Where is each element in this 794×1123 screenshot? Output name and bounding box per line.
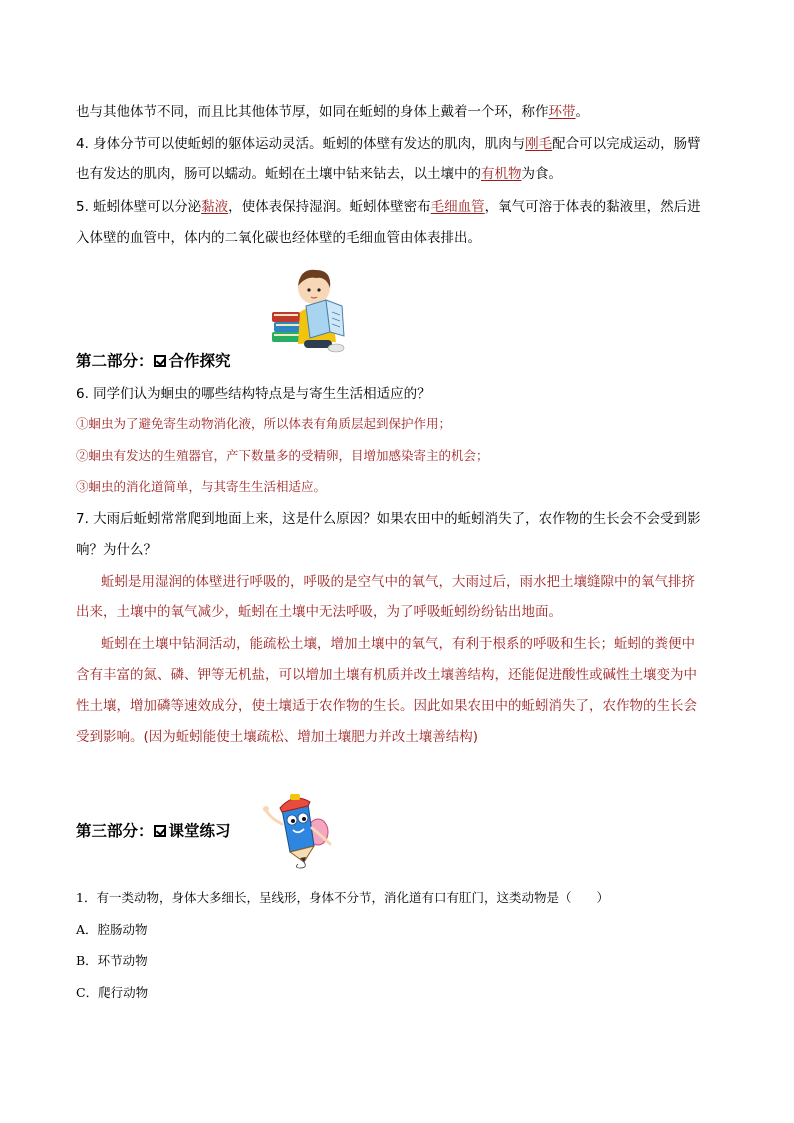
paragraph-line	[76, 102, 589, 122]
exercise-question-1: 1．有一类动物，身体大多细长，呈线形，身体不分节，消化道有口有肛门，这类动物是（ ）	[76, 890, 609, 905]
option-b: B．环节动物	[76, 953, 148, 968]
answer-7-paragraph: 出来，土壤中的氧气减少，蚯蚓在土壤中无法呼吸，为了呼吸蚯蚓纷纷钻出地面。	[76, 604, 562, 620]
answer-blank: 环带	[548, 104, 576, 120]
text: 也有发达的肌肉，肠可以蠕动。蚯蚓在土壤中钻来钻去，以土壤中的	[76, 166, 481, 182]
answer-7-paragraph: 性土壤，增加磷等速效成分，使土壤适于农作物的生长。因此如果农田中的蚯蚓消失了，农作物的生长会	[76, 698, 697, 714]
answer-6-item: ②蛔虫有发达的生殖器官，产下数量多的受精卵，目增加感染寄主的机会；	[76, 448, 489, 463]
text: 也与其他体节不同，而且比其他体节厚，如同在蚯蚓的身体上戴着一个环，称作	[76, 104, 549, 120]
answer-6-item: ①蛔虫为了避免寄生动物消化液，所以体表有角质层起到保护作用；	[76, 416, 452, 431]
reading-boy-illustration	[270, 262, 354, 354]
text: 为食。	[521, 166, 562, 182]
question-7: 7. 大雨后蚯蚓常常爬到地面上来，这是什么原因？如果农田中的蚯蚓消失了，农作物的生长会不会受到影	[76, 511, 701, 527]
checkbox-icon	[154, 355, 166, 367]
heading-prefix: 第三部分：	[76, 821, 154, 840]
answer-blank: 刚毛	[525, 136, 553, 152]
answer-blank: 黏液	[201, 199, 229, 215]
paragraph-line	[76, 197, 701, 217]
answer-blank: 有机物	[481, 166, 522, 182]
text: 。	[575, 104, 589, 120]
text: 4. 身体分节可以使蚯蚓的躯体运动灵活。蚯蚓的体壁有发达的肌肉，肌肉与	[76, 136, 526, 152]
question-6: 6. 同学们认为蛔虫的哪些结构特点是与寄生生活相适应的？	[76, 386, 431, 402]
text: ，使体表保持湿润。蚯蚓体壁密布	[228, 199, 431, 215]
heading-title: 课堂练习	[168, 821, 231, 840]
pencil-mascot-illustration	[260, 790, 340, 870]
checkbox-icon	[154, 825, 166, 837]
text: ，氧气可溶于体表的黏液里，然后进	[484, 199, 701, 215]
answer-7-paragraph: 蚯蚓是用湿润的体壁进行呼吸的，呼吸的是空气中的氧气，大雨过后，雨水把土壤缝隙中的氧气排挤	[101, 574, 695, 590]
paragraph-line: 入体壁的血管中，体内的二氧化碳也经体壁的毛细血管由体表排出。	[76, 230, 481, 246]
option-a: A．腔肠动物	[76, 922, 148, 937]
answer-7-paragraph: 受到影响。(因为蚯蚓能使土壤疏松、增加土壤肥力并改土壤善结构)	[76, 729, 479, 745]
section-heading-part3	[76, 820, 231, 842]
paragraph-line	[76, 164, 562, 184]
paragraph-line	[76, 134, 701, 154]
text: 5. 蚯蚓体壁可以分泌	[76, 199, 202, 215]
answer-blank: 毛细血管	[430, 199, 485, 215]
answer-7-paragraph: 蚯蚓在土壤中钻洞活动，能疏松土壤，增加土壤中的氧气，有利于根系的呼吸和生长；蚯蚓的粪便中	[101, 636, 695, 652]
answer-6-item: ③蛔虫的消化道简单，与其寄生生活相适应。	[76, 479, 327, 494]
heading-title: 合作探究	[168, 351, 231, 370]
section-heading-part2	[76, 350, 231, 372]
option-c: C．爬行动物	[76, 985, 149, 1000]
heading-prefix: 第二部分：	[76, 351, 154, 370]
question-7: 响？为什么？	[76, 542, 157, 558]
answer-7-paragraph: 含有丰富的氮、磷、钾等无机盐，可以增加土壤有机质并改土壤善结构，还能促进酸性或碱性土壤变为中	[76, 667, 697, 683]
text: 配合可以完成运动，肠臂	[552, 136, 701, 152]
